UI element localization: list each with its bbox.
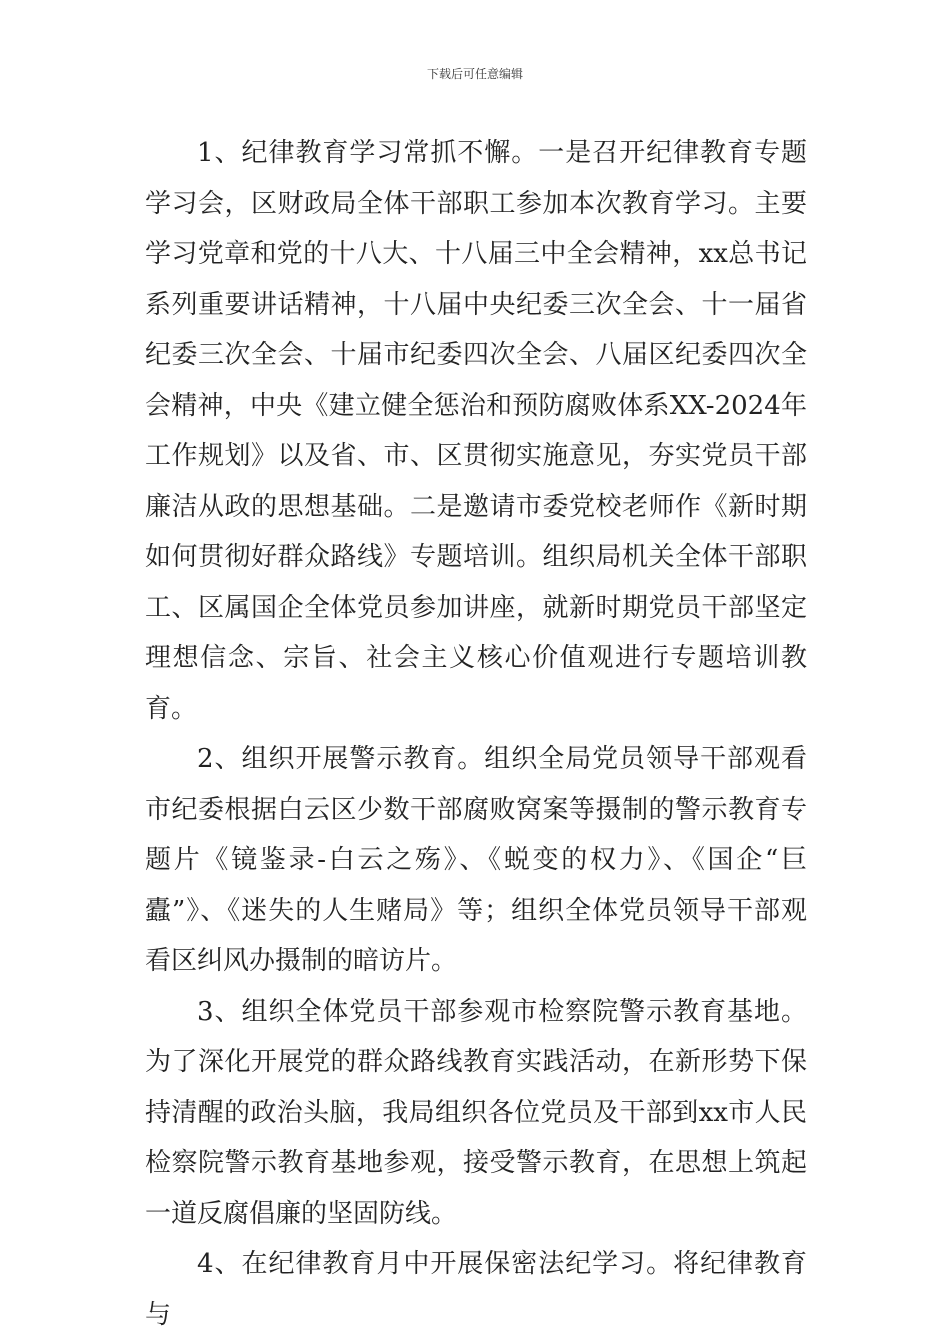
paragraph-4: 4、在纪律教育月中开展保密法纪学习。将纪律教育与 — [145, 1249, 807, 1330]
paragraph-2: 2、组织开展警示教育。组织全局党员领导干部观看市纪委根据白云区少数干部腐败窝案等摄制的警示教育专题片《镜鉴录-白云之殇》、《蜕变的权力》、《国企“巨蠹”》、《迷失的人生赌局》等；组织全体党员领导干部观看区纠风办摄制的暗访片。 — [145, 744, 807, 976]
paragraph-1: 1、纪律教育学习常抓不懈。一是召开纪律教育专题学习会，区财政局全体干部职工参加本次教育学习。主要学习党章和党的十八大、十八届三中全会精神，xx总书记系列重要讲话精神，十八届中央纪委三次全会、十一届省纪委三次全会、十届市纪委四次全会、八届区纪委四次全会精神，中央《建立健全惩治和预防腐败体系XX-2024年工作规划》以及省、市、区贯彻实施意见，夯实党员干部廉洁从政的思想基础。二是邀请市委党校老师作《新时期如何贯彻好群众路线》专题培训。组织局机关全体干部职工、区属国企全体党员参加讲座，就新时期党员干部坚定理想信念、宗旨、社会主义核心价值观进行专题培训教育。 — [145, 138, 807, 724]
paragraph-3: 3、组织全体党员干部参观市检察院警示教育基地。为了深化开展党的群众路线教育实践活动，在新形势下保持清醒的政治头脑，我局组织各位党员及干部到xx市人民检察院警示教育基地参观，接受警示教育，在思想上筑起一道反腐倡廉的坚固防线。 — [145, 996, 807, 1229]
document-body — [145, 128, 807, 1340]
header-note: 下载后可任意编辑 — [426, 67, 523, 81]
